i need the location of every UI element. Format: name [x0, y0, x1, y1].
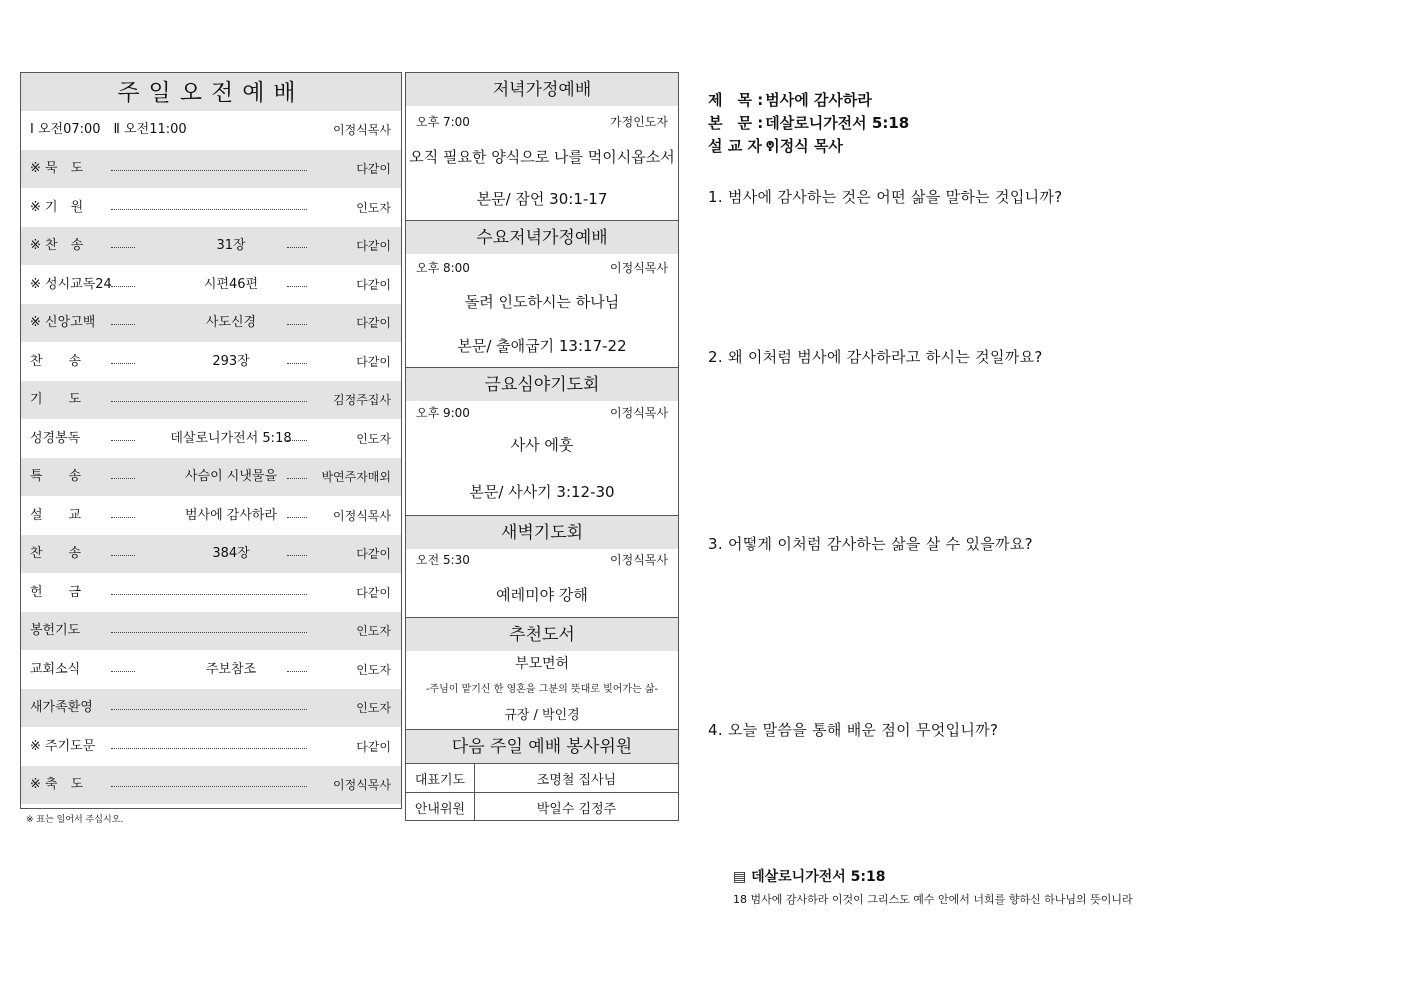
order-person: 다같이	[356, 162, 391, 176]
order-row	[21, 343, 401, 381]
recommended-book-subtitle: -주님이 맡기신 한 영혼을 그분의 뜻대로 빚어가는 삶-	[425, 684, 659, 695]
sermon-title-line	[708, 89, 872, 110]
question-2: 2. 왜 이처럼 범사에 감사하라고 하시는 것일까요?	[708, 348, 1043, 366]
leader-dots	[111, 363, 135, 364]
friday-prayer-time: 오후 9:00	[416, 406, 470, 420]
wednesday-worship-text: 본문/ 출애굽기 13:17-22	[457, 337, 627, 355]
service-times: Ⅰ 오전07:00 Ⅱ 오전11:00	[30, 122, 187, 137]
order-label: 성경봉독	[30, 430, 81, 446]
leader-dots	[287, 324, 307, 325]
order-label: 봉헌기도	[30, 623, 81, 638]
wednesday-worship-leader: 이정식목사	[610, 261, 668, 275]
dawn-prayer-title: 새벽기도회	[406, 515, 678, 549]
evening-worship-time: 오후 7:00	[416, 115, 470, 129]
wednesday-worship-time: 오후 8:00	[416, 261, 470, 275]
leader-dots	[111, 401, 307, 402]
leader-dots	[111, 555, 135, 556]
friday-prayer-leader: 이정식목사	[610, 406, 668, 420]
order-row	[21, 535, 401, 573]
order-label: ※ 성시교독24	[30, 276, 112, 292]
question-4: 4. 오늘 말씀을 통해 배운 점이 무엇입니까?	[708, 721, 999, 739]
order-content: 데살로니가전서 5:18	[170, 430, 292, 446]
order-content: 293장	[212, 353, 250, 369]
order-content: 31장	[216, 238, 246, 253]
order-person: 다같이	[356, 585, 391, 600]
table-row	[406, 793, 678, 822]
order-label: 헌 금	[30, 584, 82, 600]
order-row	[21, 497, 401, 535]
order-label: 기 도	[30, 392, 82, 407]
order-person: 인도자	[356, 624, 391, 638]
leader-dots	[287, 363, 307, 364]
order-person: 박연주자매외	[321, 470, 391, 484]
order-row	[21, 266, 401, 304]
order-content: 사슴이 시냇물을	[184, 469, 278, 484]
order-person: 인도자	[356, 431, 391, 446]
wednesday-worship-message: 돌려 인도하시는 하나님	[464, 293, 620, 311]
question-3: 3. 어떻게 이처럼 감사하는 삶을 살 수 있을까요?	[708, 535, 1033, 553]
order-row	[21, 689, 401, 727]
leader-dots	[111, 517, 135, 518]
order-label: 찬 송	[30, 353, 82, 369]
order-label: 새가족환영	[30, 700, 93, 715]
evening-worship-text: 본문/ 잠언 30:1-17	[476, 190, 608, 208]
order-row	[21, 150, 401, 188]
order-person: 인도자	[356, 200, 391, 215]
friday-prayer-meta	[416, 404, 668, 421]
sermon-title-label: 제 목 :	[708, 91, 764, 109]
order-row	[21, 728, 401, 766]
leader-dots	[111, 632, 307, 633]
order-row	[21, 458, 401, 496]
sermon-text-line	[708, 112, 909, 133]
evening-worship-meta	[416, 113, 668, 130]
friday-prayer-title: 금요심야기도회	[406, 367, 678, 401]
service-times-row	[21, 111, 401, 149]
order-label: ※ 기 원	[30, 199, 84, 215]
order-person: 다같이	[356, 316, 391, 330]
order-person: 인도자	[356, 701, 391, 715]
order-row	[21, 420, 401, 458]
servant-names: 조명철 집사님	[475, 764, 679, 793]
service-leader: 이정식목사	[333, 123, 391, 137]
servants-title: 다음 주일 예배 봉사위원	[406, 729, 678, 763]
sermon-preacher-line	[708, 135, 843, 156]
servants-table	[406, 763, 678, 821]
scripture-reference: ▤ 데살로니가전서 5:18	[733, 869, 886, 885]
servant-role: 대표기도	[406, 764, 475, 793]
order-person: 다같이	[356, 239, 391, 253]
order-row	[21, 612, 401, 650]
order-person: 다같이	[356, 277, 391, 292]
order-person: 김정주집사	[333, 393, 391, 407]
friday-prayer-text: 본문/ 사사기 3:12-30	[469, 483, 615, 501]
order-row	[21, 766, 401, 804]
leader-dots	[111, 170, 307, 171]
order-label: ※ 찬 송	[30, 238, 84, 253]
question-1: 1. 범사에 감사하는 것은 어떤 삶을 말하는 것입니까?	[708, 188, 1063, 206]
order-content: 384장	[212, 546, 250, 561]
leader-dots	[111, 748, 307, 749]
friday-prayer-message: 사사 에훗	[510, 436, 574, 454]
servant-role: 안내위원	[406, 793, 475, 822]
leader-dots	[287, 247, 307, 248]
leader-dots	[111, 286, 135, 287]
recommended-book-author: 규장 / 박인경	[504, 708, 580, 723]
order-row	[21, 651, 401, 689]
order-label: 설 교	[30, 507, 82, 523]
order-person: 다같이	[356, 354, 391, 369]
order-label: 교회소식	[30, 661, 81, 677]
recommended-book-title: 추천도서	[406, 617, 678, 651]
order-label: ※ 축 도	[30, 777, 84, 792]
leader-dots	[111, 671, 135, 672]
leader-dots	[111, 209, 307, 210]
order-row	[21, 381, 401, 419]
leader-dots	[287, 517, 307, 518]
order-content: 사도신경	[205, 315, 257, 330]
order-row	[21, 304, 401, 342]
leader-dots	[287, 478, 307, 479]
order-person: 다같이	[356, 739, 391, 754]
leader-dots	[111, 247, 135, 248]
leader-dots	[111, 324, 135, 325]
sermon-preacher-label: 설 교 자 :	[708, 137, 774, 155]
table-row	[406, 764, 678, 793]
leader-dots	[111, 594, 307, 595]
sunday-worship-panel	[20, 72, 402, 809]
order-row	[21, 189, 401, 227]
sermon-preacher: 이정식 목사	[765, 137, 843, 155]
order-label: ※ 신앙고백	[30, 315, 96, 330]
leader-dots	[287, 440, 307, 441]
sermon-text: 데살로니가전서 5:18	[765, 114, 910, 132]
order-row	[21, 227, 401, 265]
leader-dots	[111, 786, 307, 787]
servant-names: 박일수 김정주	[475, 793, 679, 822]
leader-dots	[287, 286, 307, 287]
weekly-meetings-panel	[405, 72, 679, 821]
evening-worship-title: 저녁가정예배	[406, 73, 678, 106]
dawn-prayer-time: 오전 5:30	[416, 553, 470, 567]
evening-worship-message: 오직 필요한 양식으로 나를 먹이시옵소서	[409, 148, 675, 166]
standing-note: ※ 표는 일어서 주십시오.	[26, 815, 124, 825]
sunday-worship-title: 주일오전예배	[21, 73, 401, 111]
sermon-text-label: 본 문 :	[708, 114, 764, 132]
leader-dots	[287, 671, 307, 672]
leader-dots	[111, 478, 135, 479]
order-person: 이정식목사	[333, 508, 391, 523]
order-label: ※ 주기도문	[30, 738, 96, 754]
recommended-book-name: 부모면허	[514, 656, 570, 672]
order-content: 시편46편	[203, 276, 259, 292]
dawn-prayer-message: 예레미야 강해	[496, 586, 588, 604]
order-person: 인도자	[356, 662, 391, 677]
wednesday-worship-meta	[416, 259, 668, 276]
order-label: ※ 묵 도	[30, 161, 84, 176]
leader-dots	[287, 555, 307, 556]
leader-dots	[111, 440, 135, 441]
sermon-title: 범사에 감사하라	[765, 91, 872, 109]
order-row	[21, 574, 401, 612]
order-content: 범사에 감사하라	[184, 507, 278, 523]
wednesday-worship-title: 수요저녁가정예배	[406, 220, 678, 254]
order-label: 특 송	[30, 469, 82, 484]
order-person: 다같이	[356, 547, 391, 561]
leader-dots	[111, 709, 307, 710]
evening-worship-leader: 가정인도자	[610, 115, 668, 129]
order-label: 찬 송	[30, 546, 82, 561]
dawn-prayer-leader: 이정식목사	[610, 553, 668, 567]
scripture-verse: 18 범사에 감사하라 이것이 그리스도 예수 안에서 너희를 향하신 하나님의 뜻이니라	[733, 893, 1133, 906]
order-person: 이정식목사	[333, 778, 391, 792]
dawn-prayer-meta	[416, 551, 668, 568]
order-content: 주보참조	[205, 661, 257, 677]
